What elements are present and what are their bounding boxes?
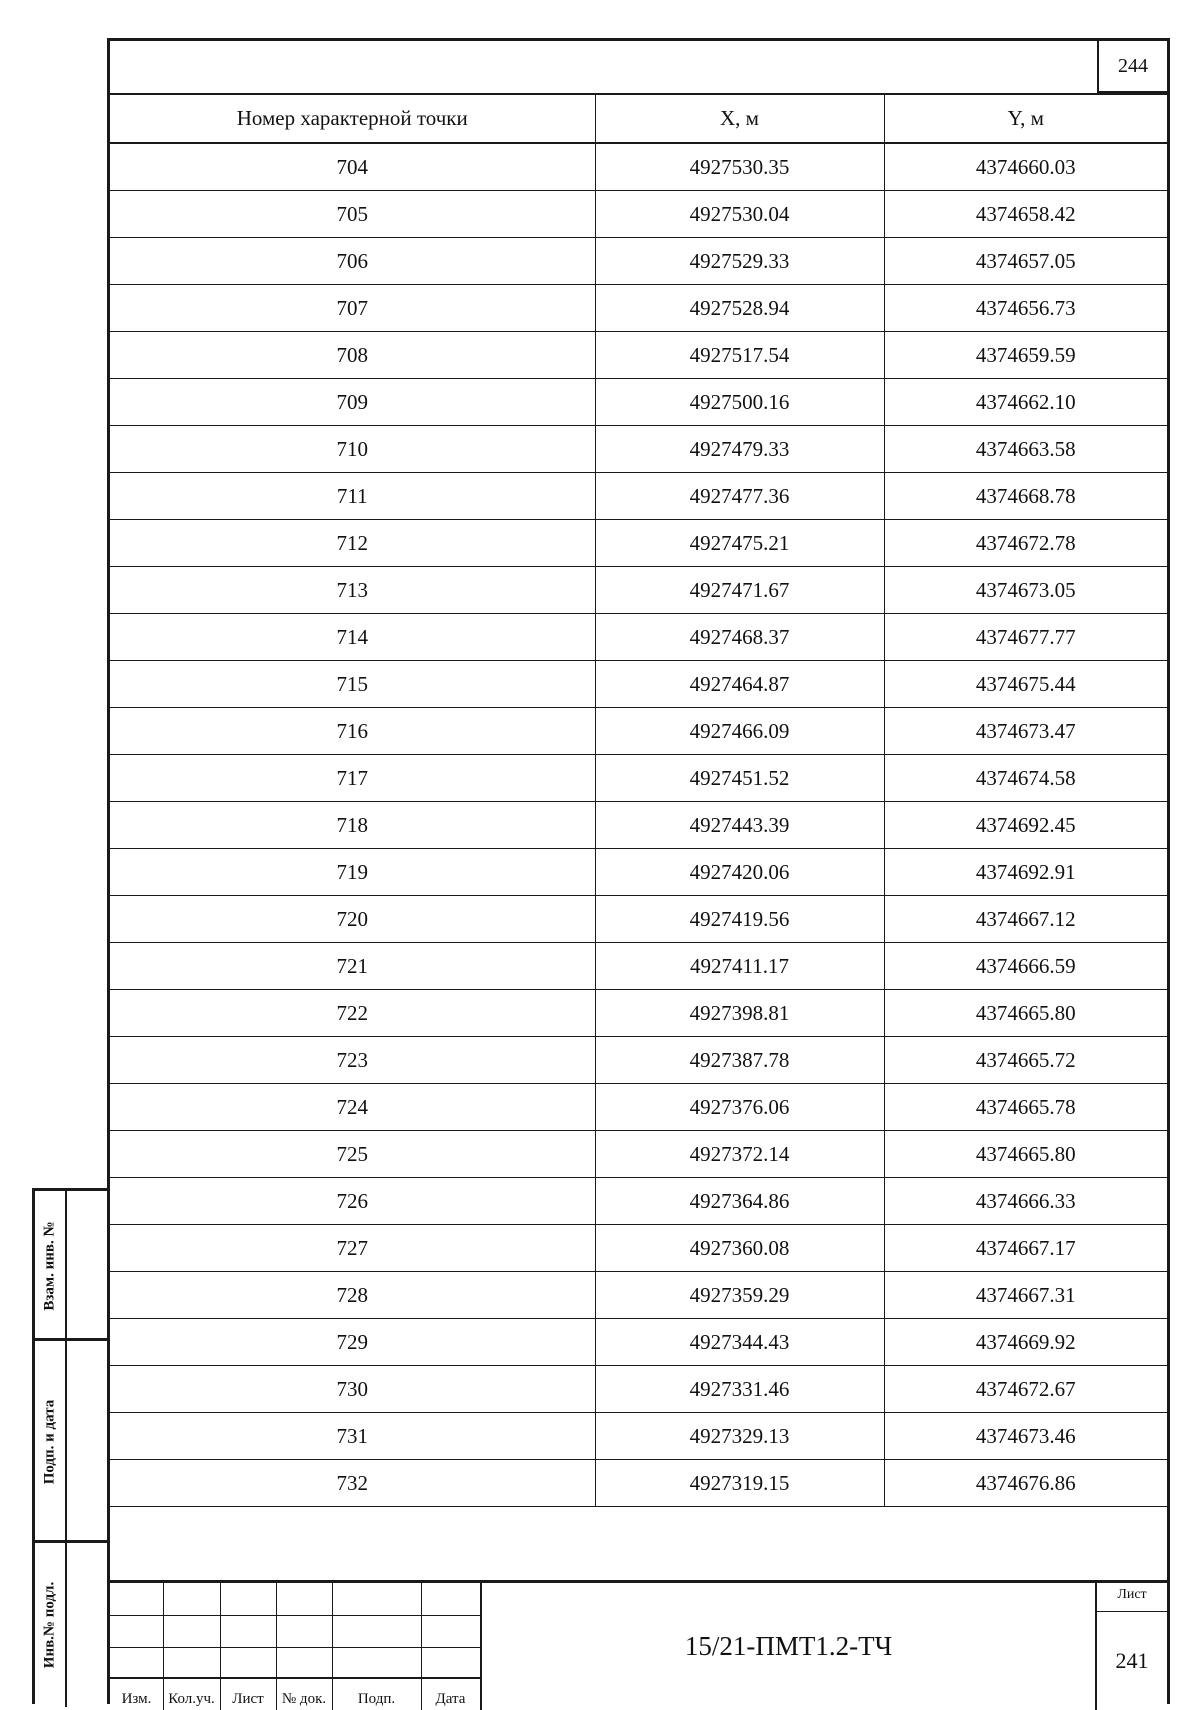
y-coordinate-cell: 4374666.59 (884, 943, 1167, 990)
side-cell-replacement (35, 1191, 107, 1341)
table-row (110, 943, 1167, 990)
x-coordinate-cell: 4927475.21 (595, 520, 884, 567)
y-coordinate-cell: 4374692.91 (884, 849, 1167, 896)
table-row (110, 1319, 1167, 1366)
point-number-cell: 724 (110, 1084, 595, 1131)
table-row (110, 614, 1167, 661)
y-coordinate-cell: 4374667.17 (884, 1225, 1167, 1272)
table-row (110, 708, 1167, 755)
x-coordinate-cell: 4927451.52 (595, 755, 884, 802)
table-row (110, 1366, 1167, 1413)
x-coordinate-cell: 4927477.36 (595, 473, 884, 520)
x-coordinate-cell: 4927471.67 (595, 567, 884, 614)
x-coordinate-cell: 4927530.35 (595, 143, 884, 191)
y-coordinate-cell: 4374668.78 (884, 473, 1167, 520)
table-row (110, 849, 1167, 896)
point-number-cell: 723 (110, 1037, 595, 1084)
point-number-cell: 707 (110, 285, 595, 332)
header-y: Y, м (884, 94, 1167, 143)
coordinates-table (110, 93, 1167, 1507)
point-number-cell: 713 (110, 567, 595, 614)
sheet-number: 241 (1115, 1647, 1149, 1673)
y-coordinate-cell: 4374667.31 (884, 1272, 1167, 1319)
x-coordinate-cell: 4927372.14 (595, 1131, 884, 1178)
y-coordinate-cell: 4374666.33 (884, 1178, 1167, 1225)
col-label-signature: Подп. (357, 1691, 396, 1707)
y-coordinate-cell: 4374667.12 (884, 896, 1167, 943)
x-coordinate-cell: 4927360.08 (595, 1225, 884, 1272)
page-number: 244 (1097, 41, 1167, 93)
point-number-cell: 712 (110, 520, 595, 567)
point-number-cell: 730 (110, 1366, 595, 1413)
x-coordinate-cell: 4927464.87 (595, 661, 884, 708)
title-block (110, 1580, 1167, 1710)
y-coordinate-cell: 4374672.67 (884, 1366, 1167, 1413)
y-coordinate-cell: 4374674.58 (884, 755, 1167, 802)
y-coordinate-cell: 4374673.05 (884, 567, 1167, 614)
point-number-cell: 726 (110, 1178, 595, 1225)
x-coordinate-cell: 4927420.06 (595, 849, 884, 896)
x-coordinate-cell: 4927319.15 (595, 1460, 884, 1507)
table-row (110, 379, 1167, 426)
table-row (110, 191, 1167, 238)
x-coordinate-cell: 4927500.16 (595, 379, 884, 426)
y-coordinate-cell: 4374665.80 (884, 990, 1167, 1037)
table-header-row (110, 94, 1167, 143)
point-number-cell: 720 (110, 896, 595, 943)
x-coordinate-cell: 4927329.13 (595, 1413, 884, 1460)
y-coordinate-cell: 4374663.58 (884, 426, 1167, 473)
y-coordinate-cell: 4374675.44 (884, 661, 1167, 708)
table-row (110, 661, 1167, 708)
point-number-cell: 716 (110, 708, 595, 755)
point-number-cell: 717 (110, 755, 595, 802)
y-coordinate-cell: 4374657.05 (884, 238, 1167, 285)
y-coordinate-cell: 4374665.78 (884, 1084, 1167, 1131)
side-label-inventory: Инв.№ подл. (41, 1581, 58, 1669)
table-row (110, 990, 1167, 1037)
y-coordinate-cell: 4374692.45 (884, 802, 1167, 849)
y-coordinate-cell: 4374677.77 (884, 614, 1167, 661)
x-coordinate-cell: 4927517.54 (595, 332, 884, 379)
side-label-replacement: Взам. инв. № (41, 1221, 58, 1311)
document-code: 15/21-ПМТ1.2-ТЧ (684, 1631, 893, 1661)
x-coordinate-cell: 4927466.09 (595, 708, 884, 755)
x-coordinate-cell: 4927529.33 (595, 238, 884, 285)
table-row (110, 285, 1167, 332)
point-number-cell: 715 (110, 661, 595, 708)
table-row (110, 238, 1167, 285)
point-number-cell: 709 (110, 379, 595, 426)
x-coordinate-cell: 4927528.94 (595, 285, 884, 332)
y-coordinate-cell: 4374672.78 (884, 520, 1167, 567)
x-coordinate-cell: 4927419.56 (595, 896, 884, 943)
table-row (110, 520, 1167, 567)
side-cell-signature-date (35, 1341, 107, 1543)
table-row (110, 143, 1167, 191)
point-number-cell: 725 (110, 1131, 595, 1178)
x-coordinate-cell: 4927359.29 (595, 1272, 884, 1319)
table-row (110, 1084, 1167, 1131)
col-label-kol-uch: Кол.уч. (168, 1691, 215, 1707)
sheet-number-box (1095, 1583, 1167, 1710)
col-label-list: Лист (232, 1691, 264, 1707)
table-row (110, 473, 1167, 520)
point-number-cell: 721 (110, 943, 595, 990)
x-coordinate-cell: 4927387.78 (595, 1037, 884, 1084)
table-row (110, 332, 1167, 379)
point-number-cell: 727 (110, 1225, 595, 1272)
point-number-cell: 706 (110, 238, 595, 285)
side-stamp (32, 1188, 107, 1704)
col-label-doc-no: № док. (281, 1691, 327, 1707)
y-coordinate-cell: 4374660.03 (884, 143, 1167, 191)
point-number-cell: 704 (110, 143, 595, 191)
header-x: X, м (595, 94, 884, 143)
y-coordinate-cell: 4374658.42 (884, 191, 1167, 238)
point-number-cell: 729 (110, 1319, 595, 1366)
y-coordinate-cell: 4374659.59 (884, 332, 1167, 379)
table-row (110, 1413, 1167, 1460)
point-number-cell: 708 (110, 332, 595, 379)
side-label-signature-date: Подп. и дата (41, 1399, 58, 1485)
point-number-cell: 705 (110, 191, 595, 238)
y-coordinate-cell: 4374673.46 (884, 1413, 1167, 1460)
point-number-cell: 711 (110, 473, 595, 520)
table-row (110, 896, 1167, 943)
y-coordinate-cell: 4374669.92 (884, 1319, 1167, 1366)
x-coordinate-cell: 4927376.06 (595, 1084, 884, 1131)
x-coordinate-cell: 4927398.81 (595, 990, 884, 1037)
y-coordinate-cell: 4374656.73 (884, 285, 1167, 332)
x-coordinate-cell: 4927479.33 (595, 426, 884, 473)
y-coordinate-cell: 4374673.47 (884, 708, 1167, 755)
point-number-cell: 719 (110, 849, 595, 896)
x-coordinate-cell: 4927530.04 (595, 191, 884, 238)
table-row (110, 802, 1167, 849)
point-number-cell: 722 (110, 990, 595, 1037)
x-coordinate-cell: 4927364.86 (595, 1178, 884, 1225)
table-row (110, 426, 1167, 473)
table-row (110, 1178, 1167, 1225)
col-label-izm: Изм. (121, 1691, 152, 1707)
table-row (110, 1272, 1167, 1319)
y-coordinate-cell: 4374665.80 (884, 1131, 1167, 1178)
table-row (110, 567, 1167, 614)
table-row (110, 1037, 1167, 1084)
y-coordinate-cell: 4374676.86 (884, 1460, 1167, 1507)
point-number-cell: 714 (110, 614, 595, 661)
col-label-date: Дата (435, 1691, 466, 1707)
point-number-cell: 710 (110, 426, 595, 473)
table-row (110, 1225, 1167, 1272)
sheet-frame (107, 38, 1170, 1707)
x-coordinate-cell: 4927331.46 (595, 1366, 884, 1413)
table-row (110, 755, 1167, 802)
revision-grid (110, 1583, 482, 1710)
header-point-number: Номер характерной точки (110, 94, 595, 143)
table-row (110, 1460, 1167, 1507)
table-row (110, 1131, 1167, 1178)
x-coordinate-cell: 4927468.37 (595, 614, 884, 661)
point-number-cell: 728 (110, 1272, 595, 1319)
point-number-cell: 731 (110, 1413, 595, 1460)
x-coordinate-cell: 4927344.43 (595, 1319, 884, 1366)
x-coordinate-cell: 4927443.39 (595, 802, 884, 849)
side-cell-inventory (35, 1543, 107, 1707)
point-number-cell: 718 (110, 802, 595, 849)
sheet-label: Лист (1097, 1587, 1167, 1612)
point-number-cell: 732 (110, 1460, 595, 1507)
y-coordinate-cell: 4374665.72 (884, 1037, 1167, 1084)
x-coordinate-cell: 4927411.17 (595, 943, 884, 990)
y-coordinate-cell: 4374662.10 (884, 379, 1167, 426)
